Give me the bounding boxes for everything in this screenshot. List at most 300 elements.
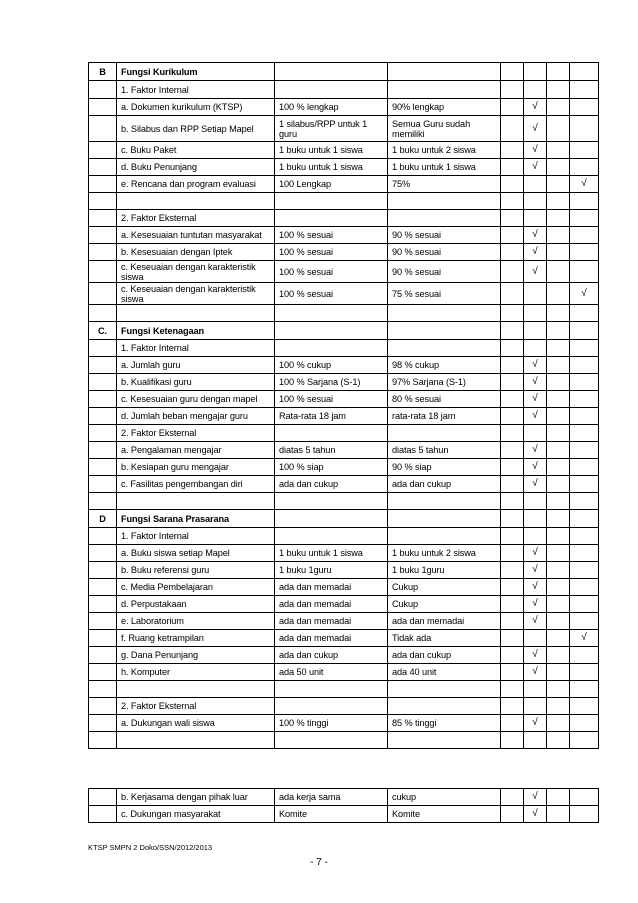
check-mark: √: [524, 244, 547, 261]
target-cell: 100 % sesuai: [275, 283, 388, 305]
target-cell: 100 % Sarjana (S-1): [275, 374, 388, 391]
empty-cell: [117, 305, 275, 322]
empty-cell: [275, 210, 388, 227]
number-cell: [89, 374, 117, 391]
check-mark: √: [524, 357, 547, 374]
empty-cell: [388, 210, 501, 227]
actual-cell: 1 buku untuk 2 siswa: [388, 142, 501, 159]
section-number: D: [89, 510, 117, 528]
actual-cell: 90% lengkap: [388, 99, 501, 116]
empty-cell: [547, 193, 570, 210]
empty-cell: [275, 340, 388, 357]
check-mark: √: [524, 476, 547, 493]
target-cell: 1 buku untuk 1 siswa: [275, 545, 388, 562]
actual-cell: Semua Guru sudah memiliki: [388, 116, 501, 142]
actual-cell: Cukup: [388, 579, 501, 596]
check-mark: √: [524, 596, 547, 613]
empty-cell: [275, 81, 388, 99]
empty-cell: [570, 528, 599, 545]
actual-cell: 80 % sesuai: [388, 391, 501, 408]
table-row: [89, 715, 599, 732]
target-cell: ada dan memadai: [275, 630, 388, 647]
number-cell: [89, 227, 117, 244]
empty-cell: [570, 510, 599, 528]
check-cell: [547, 142, 570, 159]
indicator-cell: d. Perpustakaan: [117, 596, 275, 613]
table-row: [89, 116, 599, 142]
check-mark: √: [570, 630, 599, 647]
actual-cell: 90 % sesuai: [388, 261, 501, 283]
actual-cell: 75 % sesuai: [388, 283, 501, 305]
check-cell: [501, 806, 524, 823]
table-row: [89, 210, 599, 227]
number-cell: [89, 596, 117, 613]
check-cell: [570, 579, 599, 596]
check-mark: √: [524, 579, 547, 596]
number-cell: [89, 408, 117, 425]
empty-cell: [524, 425, 547, 442]
check-cell: [501, 715, 524, 732]
empty-cell: [570, 698, 599, 715]
empty-cell: [275, 63, 388, 81]
number-cell: [89, 340, 117, 357]
check-cell: [570, 99, 599, 116]
actual-cell: ada 40 unit: [388, 664, 501, 681]
actual-cell: 90 % sesuai: [388, 244, 501, 261]
check-cell: [547, 357, 570, 374]
table-row: [89, 142, 599, 159]
check-cell: [570, 142, 599, 159]
number-cell: [89, 528, 117, 545]
number-cell: [89, 305, 117, 322]
empty-cell: [570, 732, 599, 749]
empty-cell: [524, 340, 547, 357]
table-row: [89, 81, 599, 99]
indicator-cell: g. Dana Penunjang: [117, 647, 275, 664]
indicator-cell: a. Buku siswa setiap Mapel: [117, 545, 275, 562]
target-cell: ada dan cukup: [275, 647, 388, 664]
indicator-cell: c. Fasilitas pengembangan diri: [117, 476, 275, 493]
check-cell: [547, 99, 570, 116]
indicator-cell: a. Dukungan wali siswa: [117, 715, 275, 732]
number-cell: [89, 698, 117, 715]
indicator-cell: c. Buku Paket: [117, 142, 275, 159]
check-cell: [547, 476, 570, 493]
actual-cell: 90 % siap: [388, 459, 501, 476]
actual-cell: cukup: [388, 789, 501, 806]
indicator-cell: b. Kesiapan guru mengajar: [117, 459, 275, 476]
check-cell: [501, 408, 524, 425]
check-cell: [501, 613, 524, 630]
subheading-cell: 1. Faktor Internal: [117, 81, 275, 99]
check-cell: [501, 596, 524, 613]
target-cell: 1 buku untuk 1 siswa: [275, 159, 388, 176]
empty-cell: [388, 732, 501, 749]
target-cell: 1 buku untuk 1 siswa: [275, 142, 388, 159]
check-cell: [501, 579, 524, 596]
empty-cell: [524, 193, 547, 210]
check-cell: [501, 789, 524, 806]
empty-cell: [570, 425, 599, 442]
check-cell: [501, 261, 524, 283]
check-cell: [570, 391, 599, 408]
empty-cell: [501, 425, 524, 442]
table-row: [89, 357, 599, 374]
indicator-cell: h. Komputer: [117, 664, 275, 681]
indicator-cell: b. Kesesuaian dengan Iptek: [117, 244, 275, 261]
check-mark: √: [524, 789, 547, 806]
actual-cell: 85 % tinggi: [388, 715, 501, 732]
actual-cell: diatas 5 tahun: [388, 442, 501, 459]
empty-cell: [547, 732, 570, 749]
check-mark: √: [524, 664, 547, 681]
target-cell: 100 % cukup: [275, 357, 388, 374]
check-cell: [570, 374, 599, 391]
empty-cell: [547, 210, 570, 227]
check-cell: [570, 596, 599, 613]
empty-cell: [388, 493, 501, 510]
check-cell: [524, 176, 547, 193]
check-cell: [547, 630, 570, 647]
empty-cell: [388, 305, 501, 322]
empty-cell: [117, 493, 275, 510]
check-cell: [570, 261, 599, 283]
indicator-cell: e. Laboratorium: [117, 613, 275, 630]
check-cell: [547, 116, 570, 142]
table-row: [89, 806, 599, 823]
empty-cell: [275, 425, 388, 442]
table-row: [89, 159, 599, 176]
table-row: [89, 374, 599, 391]
table-row: [89, 613, 599, 630]
check-cell: [570, 664, 599, 681]
table-row: [89, 176, 599, 193]
table-row: [89, 340, 599, 357]
empty-cell: [524, 732, 547, 749]
check-cell: [524, 630, 547, 647]
section-title: Fungsi Ketenagaan: [117, 322, 275, 340]
indicator-cell: d. Buku Penunjang: [117, 159, 275, 176]
empty-cell: [275, 322, 388, 340]
check-cell: [501, 283, 524, 305]
number-cell: [89, 579, 117, 596]
number-cell: [89, 193, 117, 210]
target-cell: 100 % sesuai: [275, 244, 388, 261]
empty-cell: [570, 193, 599, 210]
indicator-cell: b. Kualifikasi guru: [117, 374, 275, 391]
check-cell: [570, 227, 599, 244]
check-mark: √: [524, 806, 547, 823]
check-cell: [547, 596, 570, 613]
table-row: [89, 459, 599, 476]
target-cell: 1 buku 1guru: [275, 562, 388, 579]
check-mark: √: [524, 374, 547, 391]
check-mark: √: [524, 442, 547, 459]
empty-cell: [117, 193, 275, 210]
table-row: [89, 789, 599, 806]
check-cell: [547, 806, 570, 823]
empty-cell: [524, 493, 547, 510]
check-mark: √: [524, 459, 547, 476]
table-row: [89, 227, 599, 244]
number-cell: [89, 391, 117, 408]
check-cell: [547, 176, 570, 193]
check-cell: [570, 562, 599, 579]
check-cell: [570, 789, 599, 806]
subheading-cell: 1. Faktor Internal: [117, 528, 275, 545]
target-cell: 100 % siap: [275, 459, 388, 476]
section-number: B: [89, 63, 117, 81]
number-cell: [89, 425, 117, 442]
number-cell: [89, 357, 117, 374]
table-row: [89, 391, 599, 408]
check-cell: [570, 806, 599, 823]
section-row: [89, 63, 599, 81]
indicator-cell: c. Dukungan masyarakat: [117, 806, 275, 823]
empty-cell: [524, 681, 547, 698]
target-cell: 100 % lengkap: [275, 99, 388, 116]
number-cell: [89, 210, 117, 227]
check-mark: √: [524, 613, 547, 630]
check-cell: [570, 244, 599, 261]
subheading-cell: 2. Faktor Eksternal: [117, 698, 275, 715]
check-cell: [547, 715, 570, 732]
actual-cell: Cukup: [388, 596, 501, 613]
actual-cell: ada dan cukup: [388, 647, 501, 664]
check-mark: √: [524, 99, 547, 116]
table-row: [89, 408, 599, 425]
check-cell: [501, 176, 524, 193]
target-cell: ada dan memadai: [275, 613, 388, 630]
target-cell: ada dan cukup: [275, 476, 388, 493]
empty-cell: [547, 340, 570, 357]
empty-cell: [547, 322, 570, 340]
check-cell: [547, 613, 570, 630]
check-cell: [501, 391, 524, 408]
actual-cell: 1 buku untuk 2 siswa: [388, 545, 501, 562]
check-cell: [547, 579, 570, 596]
number-cell: [89, 789, 117, 806]
empty-cell: [524, 63, 547, 81]
empty-cell: [501, 681, 524, 698]
check-cell: [501, 630, 524, 647]
check-cell: [570, 476, 599, 493]
empty-cell: [275, 510, 388, 528]
indicator-cell: d. Jumlah beban mengajar guru: [117, 408, 275, 425]
actual-cell: 90 % sesuai: [388, 227, 501, 244]
empty-cell: [547, 698, 570, 715]
check-mark: √: [524, 391, 547, 408]
section-row: [89, 510, 599, 528]
number-cell: [89, 99, 117, 116]
empty-cell: [388, 322, 501, 340]
check-cell: [547, 408, 570, 425]
check-cell: [547, 261, 570, 283]
check-mark: √: [570, 176, 599, 193]
target-cell: ada kerja sama: [275, 789, 388, 806]
empty-cell: [524, 305, 547, 322]
empty-cell: [570, 493, 599, 510]
empty-cell: [501, 732, 524, 749]
table-row: [89, 244, 599, 261]
empty-cell: [570, 210, 599, 227]
number-cell: [89, 442, 117, 459]
empty-cell: [275, 493, 388, 510]
table-row: [89, 193, 599, 210]
check-cell: [501, 244, 524, 261]
empty-cell: [570, 681, 599, 698]
number-cell: [89, 81, 117, 99]
check-cell: [547, 283, 570, 305]
empty-cell: [388, 193, 501, 210]
indicator-cell: a. Dokumen kurikulum (KTSP): [117, 99, 275, 116]
actual-cell: ada dan cukup: [388, 476, 501, 493]
actual-cell: Tidak ada: [388, 630, 501, 647]
empty-cell: [524, 698, 547, 715]
target-cell: Rata-rata 18 jam: [275, 408, 388, 425]
table-row: [89, 698, 599, 715]
empty-cell: [275, 681, 388, 698]
check-cell: [501, 374, 524, 391]
target-cell: ada dan memadai: [275, 596, 388, 613]
check-mark: √: [570, 283, 599, 305]
empty-cell: [501, 493, 524, 510]
check-cell: [547, 459, 570, 476]
empty-cell: [547, 510, 570, 528]
check-mark: √: [524, 545, 547, 562]
target-cell: diatas 5 tahun: [275, 442, 388, 459]
empty-cell: [275, 305, 388, 322]
check-mark: √: [524, 647, 547, 664]
empty-cell: [501, 528, 524, 545]
indicator-cell: e. Rencana dan program evaluasi: [117, 176, 275, 193]
target-cell: 100 % sesuai: [275, 261, 388, 283]
actual-cell: ada dan memadai: [388, 613, 501, 630]
empty-cell: [501, 698, 524, 715]
check-cell: [547, 391, 570, 408]
subheading-cell: 1. Faktor Internal: [117, 340, 275, 357]
check-mark: √: [524, 142, 547, 159]
number-cell: [89, 613, 117, 630]
check-cell: [547, 545, 570, 562]
empty-cell: [117, 732, 275, 749]
check-mark: √: [524, 116, 547, 142]
empty-cell: [570, 81, 599, 99]
section-row: [89, 322, 599, 340]
check-cell: [570, 159, 599, 176]
empty-cell: [388, 81, 501, 99]
indicator-cell: c. Kesesuaian guru dengan mapel: [117, 391, 275, 408]
check-cell: [501, 664, 524, 681]
table-row: [89, 283, 599, 305]
table-row: [89, 528, 599, 545]
target-cell: 100 % tinggi: [275, 715, 388, 732]
section-number: C.: [89, 322, 117, 340]
check-cell: [547, 244, 570, 261]
table-row: [89, 476, 599, 493]
empty-cell: [388, 63, 501, 81]
check-cell: [501, 442, 524, 459]
check-mark: √: [524, 715, 547, 732]
target-cell: Komite: [275, 806, 388, 823]
target-cell: 1 silabus/RPP untuk 1 guru: [275, 116, 388, 142]
empty-cell: [524, 322, 547, 340]
table-row: [89, 664, 599, 681]
table-row: [89, 579, 599, 596]
check-mark: √: [524, 159, 547, 176]
actual-cell: Komite: [388, 806, 501, 823]
indicator-cell: c. Media Pembelajaran: [117, 579, 275, 596]
indicator-cell: a. Pengalaman mengajar: [117, 442, 275, 459]
table-row: [89, 99, 599, 116]
empty-cell: [547, 528, 570, 545]
empty-cell: [501, 305, 524, 322]
table-row: [89, 596, 599, 613]
number-cell: [89, 261, 117, 283]
empty-cell: [547, 81, 570, 99]
section-title: Fungsi Sarana Prasarana: [117, 510, 275, 528]
check-cell: [547, 562, 570, 579]
check-cell: [501, 459, 524, 476]
number-cell: [89, 493, 117, 510]
number-cell: [89, 562, 117, 579]
target-cell: 100 % sesuai: [275, 227, 388, 244]
empty-cell: [501, 63, 524, 81]
subheading-cell: 2. Faktor Eksternal: [117, 425, 275, 442]
check-mark: √: [524, 408, 547, 425]
number-cell: [89, 244, 117, 261]
empty-cell: [388, 340, 501, 357]
empty-cell: [501, 81, 524, 99]
empty-cell: [547, 425, 570, 442]
empty-cell: [501, 193, 524, 210]
number-cell: [89, 476, 117, 493]
check-cell: [547, 227, 570, 244]
check-cell: [547, 442, 570, 459]
check-cell: [501, 142, 524, 159]
empty-cell: [388, 681, 501, 698]
check-cell: [501, 647, 524, 664]
check-cell: [570, 613, 599, 630]
number-cell: [89, 806, 117, 823]
indicator-cell: c. Keseuaian dengan karakteristik siswa: [117, 283, 275, 305]
empty-cell: [501, 510, 524, 528]
empty-cell: [547, 493, 570, 510]
table-row: [89, 562, 599, 579]
check-cell: [501, 227, 524, 244]
indicator-cell: b. Silabus dan RPP Setiap Mapel: [117, 116, 275, 142]
check-cell: [570, 442, 599, 459]
empty-cell: [501, 340, 524, 357]
empty-cell: [570, 305, 599, 322]
number-cell: [89, 283, 117, 305]
check-cell: [570, 116, 599, 142]
actual-cell: 1 buku untuk 1 siswa: [388, 159, 501, 176]
table-row: [89, 732, 599, 749]
evaluation-table: [88, 62, 599, 749]
empty-cell: [547, 681, 570, 698]
empty-cell: [501, 322, 524, 340]
indicator-cell: a. Kesesuaian tuntutan masyarakat: [117, 227, 275, 244]
number-cell: [89, 116, 117, 142]
target-cell: ada dan memadai: [275, 579, 388, 596]
empty-cell: [275, 732, 388, 749]
empty-cell: [501, 210, 524, 227]
number-cell: [89, 545, 117, 562]
check-cell: [547, 647, 570, 664]
check-cell: [501, 476, 524, 493]
check-cell: [547, 789, 570, 806]
